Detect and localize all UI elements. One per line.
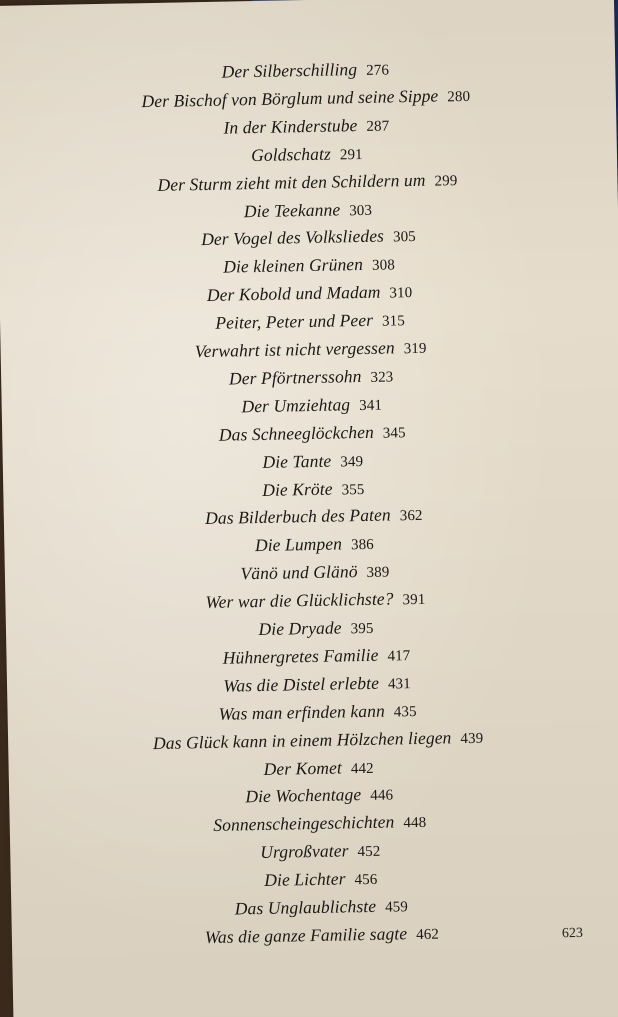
toc-entry (0, 221, 618, 254)
toc-entry (9, 751, 618, 784)
toc-entry (0, 54, 615, 87)
toc-page: 310 (389, 285, 413, 302)
toc-entry (11, 863, 618, 896)
toc-entry (5, 584, 618, 617)
toc-page: 315 (381, 313, 406, 330)
toc-page: 391 (402, 591, 426, 609)
toc-entry (0, 249, 618, 282)
toc-entry (8, 724, 618, 757)
toc-page: 462 (416, 926, 440, 943)
toc-title: Die kleinen Grünen (223, 254, 364, 277)
toc-entry (0, 305, 618, 338)
toc-title: Peiter, Peter und Peer (215, 309, 374, 333)
toc-page: 345 (382, 424, 406, 442)
toc-title: Der Pförtnerssohn (228, 365, 362, 389)
toc-page: 305 (392, 229, 416, 246)
toc-entry (2, 417, 618, 450)
toc-page: 308 (371, 257, 396, 275)
toc-entry (0, 166, 618, 199)
toc-title: Die Dryade (258, 617, 342, 640)
toc-page: 280 (447, 88, 471, 106)
toc-title: Die Teekanne (243, 198, 341, 221)
toc-page: 303 (349, 202, 373, 219)
toc-title: Das Glück kann in einem Hölzchen liegen (152, 726, 452, 753)
toc-page: 299 (434, 172, 458, 190)
toc-title: Der Sturm zieht mit den Schildern um (157, 169, 426, 195)
toc-title: Die Wochentage (245, 784, 362, 807)
toc-page: 431 (387, 675, 411, 693)
toc-title: Was die Distel erlebte (223, 672, 380, 696)
toc-page: 456 (354, 871, 378, 889)
toc-title: Urgroßvater (260, 840, 349, 863)
toc-entry (3, 445, 618, 478)
toc-title: Die Lichter (264, 868, 346, 891)
page-number: 623 (561, 925, 584, 942)
toc-title: Der Umziehtag (241, 394, 351, 417)
toc-page: 448 (403, 815, 427, 832)
toc-entry (11, 891, 618, 924)
toc-entry (4, 500, 618, 533)
toc-title: Der Bischof von Börglum und seine Sippe (141, 85, 439, 112)
toc-entry (12, 919, 618, 952)
toc-title: Das Schneeglöckchen (218, 421, 375, 445)
toc-title: Der Komet (263, 756, 343, 779)
toc-page: 349 (340, 453, 364, 471)
toc-title: Der Silberschilling (221, 59, 358, 82)
toc-page: 355 (341, 481, 365, 498)
toc-title: Was die ganze Familie sagte (204, 923, 408, 948)
toc-page: 276 (366, 62, 390, 79)
toc-entry (5, 556, 618, 589)
toc-entry (0, 194, 618, 227)
toc-page: 459 (384, 899, 409, 916)
toc-entry (7, 668, 618, 701)
toc-page: 386 (350, 537, 374, 554)
toc-page: 439 (460, 730, 484, 747)
toc-entry (6, 640, 618, 673)
toc-page: 341 (359, 397, 383, 414)
toc-title: Vänö und Glänö (240, 561, 358, 584)
toc-page: 323 (370, 369, 394, 386)
toc-page: 446 (370, 787, 394, 805)
toc-page: 389 (366, 564, 390, 582)
toc-page: 291 (339, 146, 363, 164)
toc-entry (7, 696, 618, 729)
toc-title: Verwahrt ist nicht vergessen (194, 337, 395, 362)
toc-entry (0, 82, 616, 115)
toc-entry (6, 612, 618, 645)
toc-title: Der Vogel des Volksliedes (201, 225, 385, 250)
toc-title: Wer war die Glücklichste? (205, 588, 394, 613)
toc-title: Was man erfinden kann (218, 700, 385, 724)
toc-title: Der Kobold und Madam (206, 281, 381, 306)
toc-page: 395 (350, 620, 374, 638)
toc-title: Sonnenscheingeschichten (213, 811, 395, 836)
toc-title: Das Bilderbuch des Paten (204, 504, 391, 529)
toc-title: Die Lumpen (254, 533, 343, 556)
toc-entry (0, 277, 618, 310)
toc-title: Die Kröte (262, 478, 333, 500)
toc-page: 442 (350, 760, 374, 777)
toc-entry (10, 807, 618, 840)
toc-entry (1, 361, 618, 394)
toc-page: 417 (387, 648, 411, 665)
toc-title: Die Tante (262, 450, 332, 472)
toc-entry (3, 473, 618, 506)
toc-page: 452 (357, 843, 381, 861)
toc-title: Hühnergretes Familie (222, 644, 379, 668)
toc-page: 435 (393, 703, 417, 721)
toc-entry (1, 333, 618, 366)
toc-entry (9, 779, 618, 812)
toc-entry (4, 528, 618, 561)
toc-page: 319 (403, 340, 427, 358)
toc-page: 362 (399, 508, 423, 525)
toc-entry (0, 138, 617, 171)
toc-title: In der Kinderstube (223, 114, 358, 138)
toc-page: 287 (366, 118, 390, 135)
toc-title: Goldschatz (250, 143, 332, 165)
toc-entry (0, 110, 617, 143)
toc-entry (2, 389, 618, 422)
toc-title: Das Unglaublichste (234, 895, 377, 919)
toc-entry (10, 835, 618, 868)
